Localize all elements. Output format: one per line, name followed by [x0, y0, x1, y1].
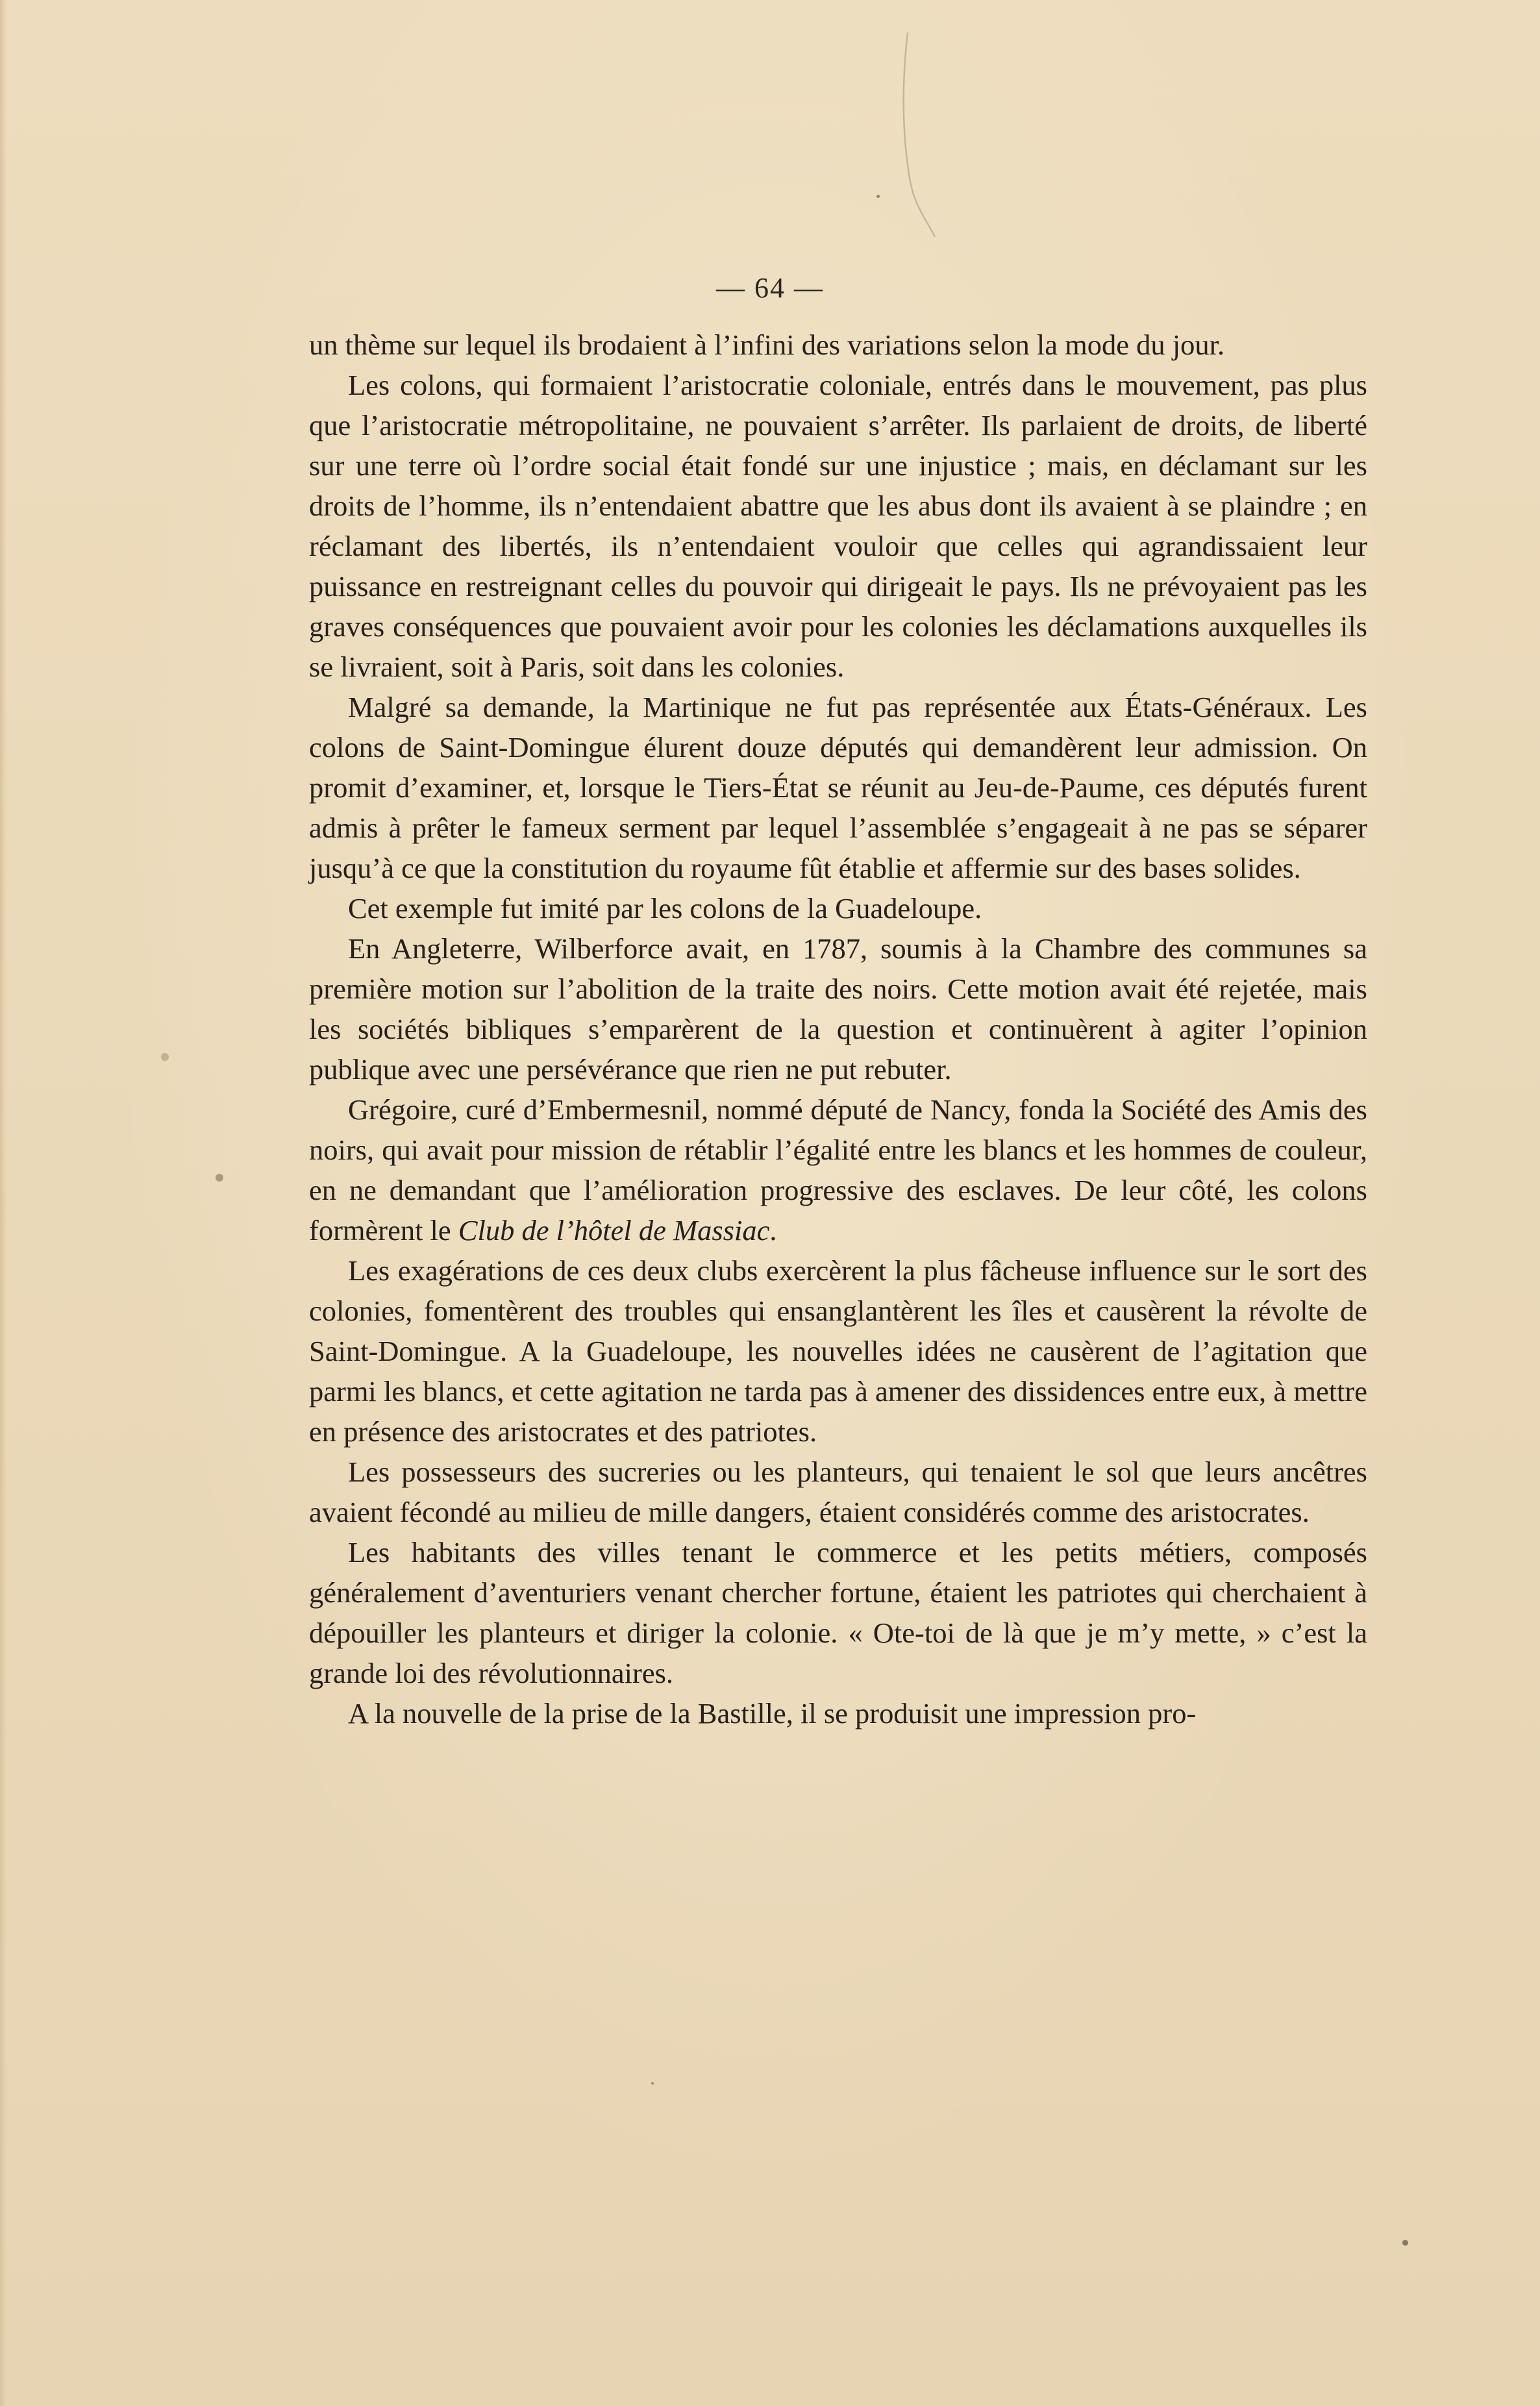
paragraph: En Angleterre, Wilberforce avait, en 1787, soumis à la Chambre des communes sa première motion sur l’abolition de la traite des noirs. Cette motion avait été rejetée, mais les sociétés bibliques s’emparèrent de la question et continuèrent à agiter l’opinion publique avec une persévérance que rien ne put rebuter.: [309, 932, 1367, 1085]
paragraph-text: Grégoire, curé d’Embermesnil, nommé député de Nancy, fonda la Société des Amis des noirs, qui avait pour mission de rétablir l’égalité entre les blancs et les hommes de couleur, en ne demandant que l’amélioration progressive des esclaves. De leur côté, les colons formèrent le: [309, 1093, 1367, 1246]
pencil-mark: [896, 26, 941, 240]
club-name-italic: Club de l’hôtel de Massiac: [458, 1214, 770, 1246]
body-text: [309, 325, 1367, 1733]
paragraph: Cet exemple fut imité par les colons de la Guadeloupe.: [348, 892, 982, 924]
page-number: — 64 —: [716, 272, 824, 304]
paper-speck: [651, 2082, 654, 2085]
paragraph-last-line: A la nouvelle de la prise de la Bastille, il se produisit une impression pro-: [348, 1697, 1197, 1730]
paragraph: Malgré sa demande, la Martinique ne fut pas représentée aux États-Généraux. Les colons de Saint-Domingue élurent douze députés qui demandèrent leur admission. On promit d’examiner, et, lorsque le Tiers-État se réunit au Jeu-de-Paume, ces députés furent admis à prêter le fameux serment par lequel l’assemblée s’engageait à ne pas se séparer jusqu’à ce que la constitution du royaume fût établie et affermie sur des bases solides.: [309, 691, 1367, 884]
paper-speck: [876, 195, 880, 198]
page-spine-shadow: [0, 0, 6, 2406]
paper-speck: [1402, 2240, 1408, 2246]
paragraph: Les possesseurs des sucreries ou les planteurs, qui tenaient le sol que leurs ancêtres avaient fécondé au milieu de mille dangers, étaient considérés comme des aristocrates.: [309, 1456, 1367, 1528]
paragraph: Les exagérations de ces deux clubs exercèrent la plus fâcheuse influence sur le sort des colonies, fomentèrent des troubles qui ensanglantèrent les îles et causèrent la révolte de Saint-Domingue. A la Guadeloupe, les nouvelles idées ne causèrent de l’agitation que parmi les blancs, et cette agitation ne tarda pas à amener des dissidences entre eux, à mettre en présence des aristocrates et des patriotes.: [309, 1254, 1367, 1448]
paragraph-end: .: [769, 1214, 777, 1246]
paragraph: Les habitants des villes tenant le commerce et les petits métiers, composés généralement d’aventuriers venant chercher fortune, étaient les patriotes qui cherchaient à dépouiller les planteurs et diriger la colonie. « Ote-toi de là que je m’y mette, » c’est la grande loi des révolutionnaires.: [309, 1536, 1367, 1689]
paper-speck: [161, 1053, 169, 1061]
paragraph: Les colons, qui formaient l’aristocratie coloniale, entrés dans le mouvement, pas plus que l’aristocratie métropolitaine, ne pouvaient s’arrêter. Ils parlaient de droits, de liberté sur une terre où l’ordre social était fondé sur une injustice ; mais, en déclamant sur les droits de l’homme, ils n’entendaient abattre que les abus dont ils avaient à se plaindre ; en réclamant des libertés, ils n’entendaient vouloir que celles qui agrandissaient leur puissance en restreignant celles du pouvoir qui dirigeait le pays. Ils ne prévoyaient pas les graves conséquences que pouvaient avoir pour les colonies les déclamations auxquelles ils se livraient, soit à Paris, soit dans les colonies.: [309, 369, 1367, 683]
paragraph-with-italic: [309, 1089, 1367, 1250]
paper-speck: [216, 1174, 223, 1182]
paragraph: un thème sur lequel ils brodaient à l’infini des variations selon la mode du jour.: [309, 329, 1225, 361]
